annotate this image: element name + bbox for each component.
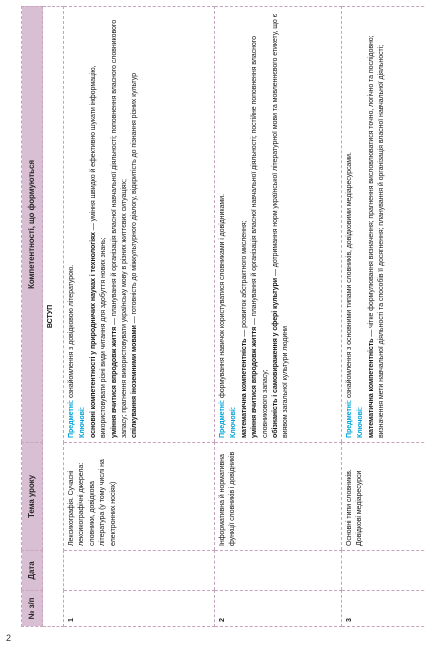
row-topic: Основні типи словників. Довідкові медіаресурси bbox=[342, 443, 425, 551]
lesson-plan-table bbox=[21, 6, 425, 627]
competency-name: уміння вчитися впродовж життя bbox=[109, 326, 118, 438]
key-competency-item bbox=[249, 11, 270, 438]
row-competencies bbox=[64, 7, 215, 443]
key-label-text: Ключові: bbox=[356, 407, 365, 438]
key-competency-item bbox=[88, 11, 109, 438]
key-label bbox=[355, 11, 365, 438]
section-title: ВСТУП bbox=[43, 7, 64, 627]
key-competency-item bbox=[109, 11, 130, 438]
row-competencies bbox=[342, 7, 425, 443]
rotated-page bbox=[21, 7, 423, 627]
competency-text: — дотримання норм української літературної мови та мовленнєвого етикету, що є виявом загальної культури людини bbox=[271, 13, 290, 438]
subject-competency bbox=[344, 11, 354, 438]
competency-text: — планування й організація власної навчальної діяльності; поповнення власного словникового запасу; прагнення використовувати українську мову в різних життєвих ситуаціях; bbox=[109, 19, 129, 438]
header-date: Дата bbox=[22, 551, 43, 591]
competency-name: основні компетентності у природничих науках і технологіях bbox=[88, 232, 97, 438]
subject-competency bbox=[66, 11, 76, 438]
key-label bbox=[77, 11, 87, 438]
key-competency-item bbox=[270, 11, 291, 438]
table-row bbox=[64, 7, 215, 627]
key-competency-item bbox=[129, 11, 139, 438]
row-date bbox=[342, 551, 425, 591]
competency-name: уміння вчитися впродовж життя bbox=[250, 326, 259, 438]
subject-label: Предметні: bbox=[67, 399, 75, 438]
section-row bbox=[43, 7, 64, 627]
competency-name: математична компетентність bbox=[239, 338, 248, 438]
row-date bbox=[64, 551, 215, 591]
page-number: 2 bbox=[6, 633, 12, 643]
competency-text: — чітке формулювання визначення; прагнення висловлюватися точно, логічно та послідовно; визначення мети навчальної діяльності та способів її досягнення; планування й організація власної навчальної діяльності; bbox=[366, 35, 386, 438]
subject-competency bbox=[217, 11, 227, 438]
row-number: 1 bbox=[64, 591, 215, 627]
subject-text: ознайомлення з основними типами словників, довідковими медіаресурсами. bbox=[345, 152, 353, 399]
competency-text: — готовність до міжкультурного діалогу, відкритість до пізнання різних культур bbox=[130, 73, 139, 326]
competency-text: — розвиток абстрактного мислення; bbox=[239, 220, 248, 339]
table-row bbox=[342, 7, 425, 627]
key-competency-item bbox=[239, 11, 249, 438]
competency-text: — планування й організація власної навчальної діяльності; постійне поповнення власного словникового запасу; bbox=[250, 36, 269, 438]
key-label-text: Ключові: bbox=[229, 407, 238, 438]
row-date bbox=[215, 551, 342, 591]
key-label bbox=[228, 11, 238, 438]
subject-label: Предметні: bbox=[345, 399, 353, 438]
competency-text: — уміння швидко й ефективно шукати інформацію, використовувати різні види читання для здобуття нових знань; bbox=[88, 65, 108, 438]
key-label-text: Ключові: bbox=[78, 407, 87, 438]
competency-name: спілкування іноземними мовами bbox=[130, 325, 139, 438]
row-number: 3 bbox=[342, 591, 425, 627]
row-topic: Лексикографія. Сучасні лексикографічні джерела: словники, довідкова література (у тому числі на електронних носіях) bbox=[64, 443, 215, 551]
subject-text: ознайомлення з довідковою літературою. bbox=[67, 264, 75, 399]
competency-name: обізнаність і самовираження у сфері культури bbox=[271, 277, 280, 438]
table-row bbox=[215, 7, 342, 627]
header-topic: Тема уроку bbox=[22, 443, 43, 551]
header-competencies: Компетентності, що формуються bbox=[22, 7, 43, 443]
key-competency-item bbox=[366, 11, 387, 438]
table-header-row bbox=[22, 7, 43, 627]
row-competencies bbox=[215, 7, 342, 443]
row-number: 2 bbox=[215, 591, 342, 627]
competency-name: математична компетентність bbox=[366, 338, 375, 438]
header-num: № з/п bbox=[22, 591, 43, 627]
subject-text: формування навичок користуватися словниками і довідниками. bbox=[218, 194, 226, 399]
row-topic: Інформативна й нормативна функції словників і довідників bbox=[215, 443, 342, 551]
subject-label: Предметні: bbox=[218, 399, 226, 438]
